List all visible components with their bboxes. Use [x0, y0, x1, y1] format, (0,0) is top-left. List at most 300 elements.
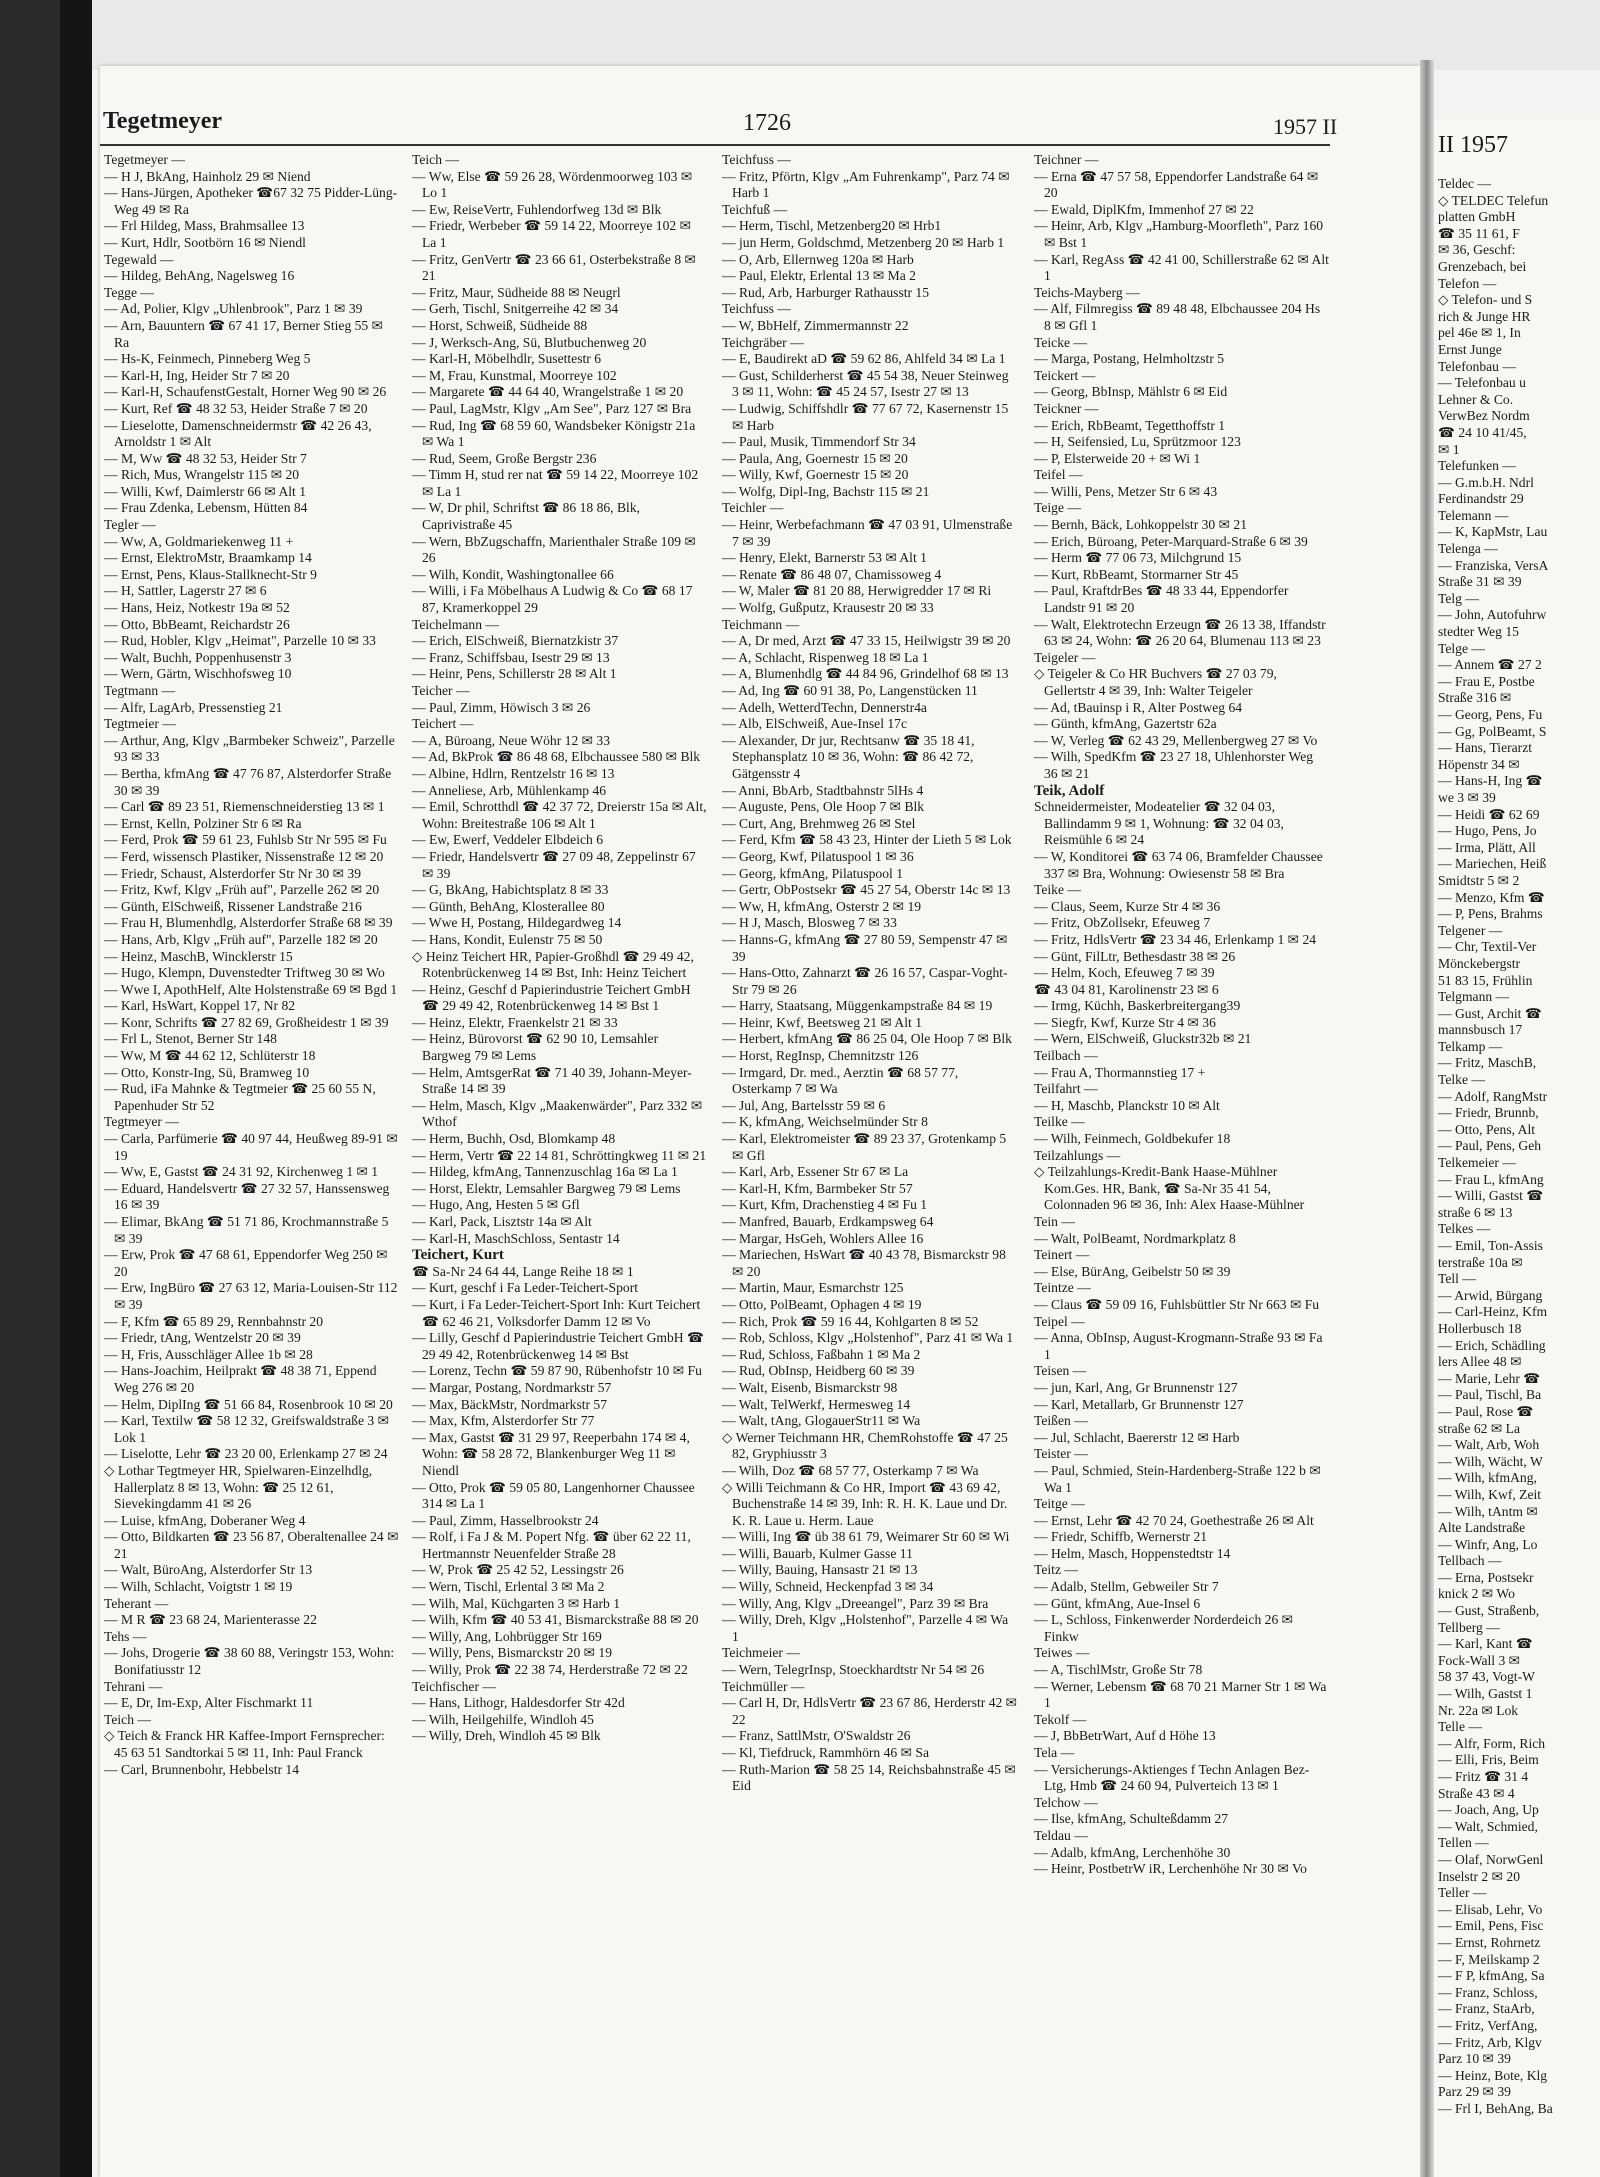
directory-entry: — Kurt, Ref ☎ 48 32 53, Heider Straße 7 ✉ 20 — [104, 400, 368, 416]
directory-entry: Teichgräber — — [722, 334, 804, 350]
directory-entry: — Rud, Ing ☎ 68 59 60, Wandsbeker Königstr 21a ✉ Wa 1 — [412, 417, 696, 450]
directory-entry: — H, Maschb, Planckstr 10 ✉ Alt — [1034, 1097, 1220, 1113]
facing-page-entry: — Walt, Schmied, — [1438, 1818, 1538, 1834]
directory-entry: — M, Ww ☎ 48 32 53, Heider Str 7 — [104, 450, 307, 466]
directory-entry: — Bertha, kfmAng ☎ 47 76 87, Alsterdorfer Straße 30 ✉ 39 — [104, 765, 392, 798]
directory-entry: — Manfred, Bauarb, Erdkampsweg 64 — [722, 1214, 934, 1229]
facing-page-entry: — Wilh, Wächt, W — [1438, 1453, 1543, 1469]
directory-entry: — Wern, ElSchweiß, Gluckstr32b ✉ 21 — [1034, 1031, 1252, 1047]
directory-entry: — Hans, Kondit, Eulenstr 75 ✉ 50 — [412, 931, 603, 947]
facing-page-entry: straße 62 ✉ La — [1438, 1420, 1520, 1436]
directory-entry: — Konr, Schrifts ☎ 27 82 69, Großheidestr 1 ✉ 39 — [104, 1014, 389, 1030]
directory-entry: — jun Herm, Goldschmd, Metzenberg 20 ✉ Harb 1 — [722, 234, 1005, 250]
directory-entry: — Else, BürAng, Geibelstr 50 ✉ 39 — [1034, 1263, 1231, 1279]
directory-column-3 — [722, 152, 1018, 2152]
directory-entry: — Heinr, PostbetrW iR, Lerchenhöhe Nr 30 ✉ Vo — [1034, 1861, 1307, 1877]
directory-entry: — Carl H, Dr, HdlsVertr ☎ 23 67 86, Herderstr 42 ✉ 22 — [722, 1695, 1018, 1727]
directory-entry: — Claus ☎ 59 09 16, Fuhlsbüttler Str Nr 663 ✉ Fu — [1034, 1296, 1320, 1312]
directory-entry: Teldau — — [1034, 1827, 1088, 1843]
directory-entry: — Wilh, Heilgehilfe, Windloh 45 — [412, 1711, 594, 1727]
directory-entry: — P, Elsterweide 20 + ✉ Wi 1 — [1034, 450, 1201, 466]
directory-entry: Teichfischer — — [412, 1678, 496, 1694]
directory-entry: Teichfuss — — [722, 301, 791, 317]
directory-entry: — Martin, Maur, Esmarchstr 125 — [722, 1280, 904, 1296]
directory-entry: Tela — — [1034, 1745, 1075, 1760]
directory-entry: — Hs-K, Feinmech, Pinneberg Weg 5 — [104, 351, 311, 367]
header-keyword: Tegetmeyer — [103, 108, 223, 134]
facing-page-entry: ✉ 36, Geschf: — [1438, 242, 1516, 258]
directory-entry: — Walt, Elektrotechn Erzeugn ☎ 26 13 38, Iffandstr 63 ✉ 24, Wohn: ☎ 26 20 64, Blumenau 113 ✉ 23 — [1034, 616, 1326, 649]
directory-entry: — Ww, M ☎ 44 62 12, Schlüterstr 18 — [104, 1048, 316, 1064]
facing-page-entry: — Willi, Gastst ☎ — [1438, 1188, 1544, 1204]
directory-entry: — Franz, Schiffsbau, Isestr 29 ✉ 13 — [412, 649, 610, 665]
directory-entry: — Carl, Brunnenbohr, Hebbelstr 14 — [104, 1761, 300, 1777]
directory-entry: Teipel — — [1034, 1313, 1085, 1329]
directory-entry: — W, Konditorei ☎ 63 74 06, Bramfelder Chaussee 337 ✉ Bra, Wohnung: Owiesenstr 58 ✉ Bra — [1034, 848, 1323, 881]
directory-entry: — Hans-Joachim, Heilprakt ☎ 48 38 71, Eppend Weg 276 ✉ 20 — [104, 1363, 377, 1395]
facing-page-entry: Telg — — [1438, 590, 1479, 606]
facing-page-entry: — Franz, Schloss, — [1438, 1984, 1538, 2000]
facing-page-entry: — Emil, Pens, Fisc — [1438, 1918, 1544, 1934]
directory-entry: — Auguste, Pens, Ole Hoop 7 ✉ Blk — [722, 799, 925, 815]
facing-page-entry: — Fritz ☎ 31 4 — [1438, 1769, 1529, 1784]
directory-entry: — Ilse, kfmAng, Schulteßdamm 27 — [1034, 1811, 1229, 1827]
facing-page-entry: Telkemeier — — [1438, 1155, 1516, 1171]
directory-entry: Tehrani — — [104, 1678, 163, 1694]
facing-page-entry: ✉ 1 — [1438, 441, 1460, 457]
directory-entry: — Erna ☎ 47 57 58, Eppendorfer Landstraße 64 ✉ 20 — [1034, 168, 1319, 201]
directory-entry: — Paul, Zimm, Hasselbrookstr 24 — [412, 1512, 599, 1528]
directory-entry: — Wilh, Kondit, Washingtonallee 66 — [412, 566, 614, 582]
directory-entry: — J, Werksch-Ang, Sü, Blutbuchenweg 20 — [412, 334, 647, 350]
directory-entry: — Helm, AmtsgerRat ☎ 71 40 39, Johann-Meyer-Straße 14 ✉ 39 — [412, 1064, 692, 1097]
facing-page-entry: mannsbusch 17 — [1438, 1022, 1523, 1038]
directory-entry: — Irmg, Küchh, Baskerbreitergang39 — [1034, 998, 1241, 1014]
directory-entry: — Lorenz, Techn ☎ 59 87 90, Rübenhofstr 10 ✉ Fu — [412, 1363, 702, 1379]
directory-entry: — Fritz, GenVertr ☎ 23 66 61, Osterbekstraße 8 ✉ 21 — [412, 251, 696, 284]
facing-page-entry: — Gust, Archit ☎ — [1438, 1005, 1542, 1021]
directory-entry: — Karl-H, SchaufenstGestalt, Horner Weg 90 ✉ 26 — [104, 384, 387, 400]
facing-page-entry: — F, Meilskamp 2 — [1438, 1951, 1540, 1967]
directory-entry: — jun, Karl, Ang, Gr Brunnenstr 127 — [1034, 1379, 1238, 1395]
directory-entry: — Harry, Staatsang, Müggenkampstraße 84 ✉ 19 — [722, 998, 993, 1014]
directory-entry: — Hildeg, kfmAng, Tannenzuschlag 16a ✉ La 1 — [412, 1164, 678, 1180]
facing-page-entry: — Telefonbau u — [1438, 375, 1526, 391]
directory-entry: — Rud, iFa Mahnke & Tegtmeier ☎ 25 60 55 N, Papenhuder Str 52 — [104, 1081, 376, 1113]
facing-page-entry: 51 83 15, Frühlin — [1438, 972, 1533, 988]
directory-entry: Tekolf — — [1034, 1711, 1087, 1727]
directory-entry: — Willi, Kwf, Daimlerstr 66 ✉ Alt 1 — [104, 483, 307, 499]
directory-entry: — Karl, HsWart, Koppel 17, Nr 82 — [104, 998, 296, 1014]
directory-entry: ☎ 43 04 81, Karolinenstr 23 ✉ 6 — [1034, 981, 1219, 997]
directory-entry: Teichert, Kurt — [412, 1247, 504, 1264]
facing-page-entry: — Paul, Pens, Geh — [1438, 1138, 1542, 1154]
directory-entry: — Adelh, WetterdTechn, Dennerstr4a — [722, 699, 927, 715]
directory-entry: — W, Prok ☎ 25 42 52, Lessingstr 26 — [412, 1562, 624, 1578]
directory-entry: Teherant — — [104, 1595, 169, 1611]
directory-entry: — Ww, Else ☎ 59 26 28, Wördenmoorweg 103 ✉ Lo 1 — [412, 168, 693, 201]
directory-entry: Teichner — — [1034, 152, 1099, 167]
directory-entry: — Wwe I, ApothHelf, Alte Holstenstraße 69 ✉ Bgd 1 — [104, 981, 398, 997]
directory-entry: Teichfuss — — [722, 152, 791, 167]
directory-entry: — Friedr, Schiffb, Wernerstr 21 — [1034, 1529, 1208, 1545]
directory-entry: ◇ Lothar Tegtmeyer HR, Spielwaren-Einzelhdlg, Hallerplatz 8 ✉ 13, Wohn: ☎ 25 12 61, Sievekingdamm 41 ✉ 26 — [104, 1462, 373, 1512]
facing-page-entry: Straße 31 ✉ 39 — [1438, 574, 1522, 590]
facing-page-entry: — Wilh, kfmAng, — [1438, 1470, 1537, 1486]
directory-entry: — Heinr, Kwf, Beetsweg 21 ✉ Alt 1 — [722, 1014, 922, 1030]
directory-entry: Teichs-Mayberg — — [1034, 284, 1140, 300]
facing-page-entry: — Fritz, Arb, Klgv — [1438, 2034, 1542, 2050]
facing-page-entry: — Adolf, RangMstr — [1438, 1088, 1548, 1104]
directory-entry: — Kurt, RbBeamt, Stormarner Str 45 — [1034, 566, 1239, 582]
directory-entry: — Arn, Bauuntern ☎ 67 41 17, Berner Stieg 55 ✉ Ra — [104, 317, 384, 350]
directory-entry: — W, Maler ☎ 81 20 88, Herwigredder 17 ✉ Ri — [722, 583, 992, 599]
directory-entry: Teißen — — [1034, 1413, 1088, 1429]
directory-entry: Teicher — — [412, 683, 470, 698]
directory-entry: — Rolf, i Fa J & M. Popert Nfg. ☎ über 62 22 11, Hertmannstr Neuenfelder Straße 28 — [412, 1529, 691, 1561]
directory-entry: — Walt, TelWerkf, Hermesweg 14 — [722, 1396, 911, 1412]
directory-entry: — A, TischlMstr, Große Str 78 — [1034, 1662, 1203, 1678]
directory-entry: — Hanns-G, kfmAng ☎ 27 80 59, Sempenstr 47 ✉ 39 — [722, 931, 1008, 964]
directory-entry: Teickert — — [1034, 367, 1096, 383]
facing-page-entry: Telke — — [1438, 1072, 1485, 1088]
directory-entry: — Liselotte, Lehr ☎ 23 20 00, Erlenkamp 27 ✉ 24 — [104, 1446, 388, 1462]
facing-page-entry: Telgmann — — [1438, 989, 1510, 1005]
directory-entry: — Margar, Postang, Nordmarkstr 57 — [412, 1379, 612, 1395]
directory-entry: Telchow — — [1034, 1794, 1098, 1810]
directory-entry: Teichert — — [412, 716, 474, 732]
directory-column-4 — [1034, 152, 1330, 2152]
directory-column-1 — [104, 152, 400, 2152]
directory-entry: — Willi, Bauarb, Kulmer Gasse 11 — [722, 1545, 913, 1561]
directory-entry: — Alexander, Dr jur, Rechtsanw ☎ 35 18 41, Stephansplatz 10 ✉ 36, Wohn: ☎ 86 42 72, Gätgensstr 4 — [722, 732, 975, 781]
directory-entry: — Karl-H, Kfm, Barmbeker Str 57 — [722, 1180, 913, 1196]
directory-entry: — Ewald, DiplKfm, Immenhof 27 ✉ 22 — [1034, 201, 1254, 217]
facing-page-entry: — Fritz, MaschB, — [1438, 1055, 1537, 1071]
facing-page-entry: Telefonbau — — [1438, 358, 1516, 374]
directory-entry: — Eduard, Handelsvertr ☎ 27 32 57, Hanssensweg 16 ✉ 39 — [104, 1180, 390, 1213]
facing-page-entry: Telle — — [1438, 1719, 1482, 1735]
facing-page-entry: Höpenstr 34 ✉ — [1438, 756, 1520, 772]
facing-page-entry: — Gg, PolBeamt, S — [1438, 723, 1547, 739]
facing-page-entry: — Gust, Straßenb, — [1438, 1603, 1540, 1619]
directory-entry: ◇ Teich & Franck HR Kaffee-Import Fernsprecher: 45 63 51 Sandtorkai 5 ✉ 11, Inh: Paul Franck — [104, 1728, 385, 1760]
directory-entry: — Wern, BbZugschaffn, Marienthaler Straße 109 ✉ 26 — [412, 533, 696, 566]
directory-entry: — Heinr, Werbefachmann ☎ 47 03 91, Ulmenstraße 7 ✉ 39 — [722, 517, 1013, 549]
directory-entry: — Wilh, Doz ☎ 68 57 77, Osterkamp 7 ✉ Wa — [722, 1462, 979, 1478]
directory-entry: — G, BkAng, Habichtsplatz 8 ✉ 33 — [412, 882, 609, 898]
facing-page-entry: Straße 43 ✉ 4 — [1438, 1785, 1515, 1801]
directory-entry: — M R ☎ 23 68 24, Marienterasse 22 — [104, 1612, 317, 1628]
directory-column-2 — [412, 152, 708, 2152]
directory-entry: Teike — — [1034, 882, 1081, 898]
directory-entry: — Frau Zdenka, Lebensm, Hütten 84 — [104, 500, 308, 516]
directory-entry: — Wern, Tischl, Erlental 3 ✉ Ma 2 — [412, 1579, 605, 1595]
directory-entry: Teigeler — — [1034, 649, 1096, 665]
directory-entry: — Frau H, Blumenhdlg, Alsterdorfer Straße 68 ✉ 39 — [104, 915, 393, 931]
facing-page-entry: — Carl-Heinz, Kfm — [1438, 1304, 1548, 1320]
directory-entry: — Anni, BbArb, Stadtbahnstr 5lHs 4 — [722, 782, 924, 798]
directory-entry: — Curt, Ang, Brehmweg 26 ✉ Stel — [722, 815, 916, 831]
directory-entry: — Elimar, BkAng ☎ 51 71 86, Krochmannstraße 5 ✉ 39 — [104, 1214, 389, 1246]
directory-entry: — Anneliese, Arb, Mühlenkamp 46 — [412, 782, 607, 798]
directory-entry: — Kl, Tiefdruck, Rammhörn 46 ✉ Sa — [722, 1745, 929, 1760]
directory-entry: — Ernst, ElektroMstr, Braamkamp 14 — [104, 550, 312, 566]
directory-entry: — Karl, Elektromeister ☎ 89 23 37, Grotenkamp 5 ✉ Gfl — [722, 1131, 1007, 1163]
directory-entry: — Erw, Prok ☎ 47 68 61, Eppendorfer Weg 250 ✉ 20 — [104, 1247, 388, 1279]
facing-page-entry: — Paul, Rose ☎ — [1438, 1403, 1534, 1419]
directory-entry: — Wolfg, Gußputz, Krausestr 20 ✉ 33 — [722, 600, 934, 616]
facing-page-entry: — Alfr, Form, Rich — [1438, 1735, 1546, 1751]
directory-entry: — Rud, Seem, Große Bergstr 236 — [412, 450, 597, 466]
page-number: 1726 — [743, 110, 791, 136]
directory-entry: — Timm H, stud rer nat ☎ 59 14 22, Moorreye 102 ✉ La 1 — [412, 467, 699, 499]
facing-page-entry: — Annem ☎ 27 2 — [1438, 657, 1542, 673]
directory-entry: ◇ Teigeler & Co HR Buchvers ☎ 27 03 79, Gellertstr 4 ✉ 39, Inh: Walter Teigeler — [1034, 666, 1277, 698]
directory-entry: — Kurt, i Fa Leder-Teichert-Sport Inh: Kurt Teichert ☎ 62 46 21, Volksdorfer Damm 12 ✉ Vo — [412, 1296, 701, 1329]
directory-entry: — Hans, Heiz, Notkestr 19a ✉ 52 — [104, 600, 290, 616]
directory-entry: — Fritz, Pförtn, Klgv „Am Fuhrenkamp", Parz 74 ✉ Harb 1 — [722, 168, 1010, 201]
directory-entry: — A, Dr med, Arzt ☎ 47 33 15, Heilwigstr 39 ✉ 20 — [722, 633, 1011, 649]
directory-entry: — Heinr, Arb, Klgv „Hamburg-Moorfleth", Parz 160 ✉ Bst 1 — [1034, 218, 1324, 250]
facing-page-entry: Telkes — — [1438, 1221, 1491, 1237]
facing-page-entry: — Heinz, Bote, Klg — [1438, 2067, 1548, 2083]
directory-entry: — Wilh, Kfm ☎ 40 53 41, Bismarckstraße 88 ✉ 20 — [412, 1612, 699, 1628]
directory-entry: Teichmeier — — [722, 1645, 800, 1661]
header-rule — [100, 144, 1330, 146]
directory-entry: Teisen — — [1034, 1363, 1087, 1379]
directory-entry: — H, Seifensied, Lu, Sprützmoor 123 — [1034, 434, 1241, 450]
directory-entry: — Heinz, Bürovorst ☎ 62 90 10, Lemsahler Bargweg 79 ✉ Lems — [412, 1031, 659, 1064]
directory-entry: — Kurt, Hdlr, Sootbörn 16 ✉ Niendl — [104, 234, 306, 250]
directory-entry: — Jul, Ang, Bartelsstr 59 ✉ 6 — [722, 1097, 886, 1113]
facing-page-entry: Alte Landstraße — [1438, 1520, 1526, 1536]
directory-entry: — Georg, BbInsp, Mählstr 6 ✉ Eid — [1034, 384, 1228, 400]
directory-entry: Tegtmann — — [104, 683, 176, 698]
directory-entry: — Friedr, Handelsvertr ☎ 27 09 48, Zeppelinstr 67 ✉ 39 — [412, 848, 696, 881]
facing-page-entry: Telkamp — — [1438, 1038, 1503, 1054]
directory-entry: — Willy, Kwf, Goernestr 15 ✉ 20 — [722, 467, 909, 483]
directory-entry: ◇ Teilzahlungs-Kredit-Bank Haase-Mühlner Kom.Ges. HR, Bank, ☎ Sa-Nr 35 41 54, Colonnaden 96 ✉ 36, Inh: Alex Haase-Mühlner — [1034, 1164, 1305, 1213]
facing-page-entry: ◇ Telefon- und S — [1438, 292, 1533, 308]
facing-page-entry: — F P, kfmAng, Sa — [1438, 1968, 1545, 1984]
facing-page-entry: Fock-Wall 3 ✉ — [1438, 1652, 1521, 1668]
directory-entry: — J, BbBetrWart, Auf d Höhe 13 — [1034, 1728, 1216, 1744]
directory-entry: — Friedr, tAng, Wentzelstr 20 ✉ 39 — [104, 1330, 301, 1346]
directory-entry: Tegler — — [104, 517, 156, 533]
directory-entry: — F, Kfm ☎ 65 89 29, Rennbahnstr 20 — [104, 1313, 323, 1329]
directory-entry: — Hans-Otto, Zahnarzt ☎ 26 16 57, Caspar-Voght-Str 79 ✉ 26 — [722, 965, 1008, 997]
facing-page-entry: straße 6 ✉ 13 — [1438, 1204, 1513, 1220]
directory-entry: — Ernst, Pens, Klaus-Stallknecht-Str 9 — [104, 566, 317, 582]
directory-entry: — Alf, Filmregiss ☎ 89 48 48, Elbchaussee 204 Hs 8 ✉ Gfl 1 — [1034, 301, 1321, 333]
directory-entry: — Herm, Buchh, Osd, Blomkamp 48 — [412, 1131, 616, 1147]
directory-entry: — Hans-Jürgen, Apotheker ☎67 32 75 Pidder-Lüng-Weg 49 ✉ Ra — [104, 185, 398, 217]
directory-entry: ◇ Heinz Teichert HR, Papier-Großhdl ☎ 29 49 42, Rotenbrückenweg 14 ✉ Bst, Inh: Heinz Teichert — [412, 948, 694, 981]
facing-page-entry: — Wilh, Kwf, Zeit — [1438, 1486, 1542, 1502]
directory-entry: — Margarete ☎ 44 64 40, Wrangelstraße 1 ✉ 20 — [412, 384, 684, 400]
facing-page-entry: Hollerbusch 18 — [1438, 1320, 1522, 1336]
directory-entry: — Ludwig, Schiffshdlr ☎ 77 67 72, Kasernenstr 15 ✉ Harb — [722, 400, 1009, 433]
facing-page-entry: Tell — — [1438, 1271, 1476, 1287]
directory-entry: — Arthur, Ang, Klgv „Barmbeker Schweiz", Parzelle 93 ✉ 33 — [104, 732, 395, 765]
facing-page-entry: — Walt, Arb, Woh — [1438, 1437, 1540, 1453]
directory-entry: Teichfuß — — [722, 201, 788, 217]
directory-entry: — Rud, Arb, Harburger Rathausstr 15 — [722, 284, 930, 300]
facing-page-entry: — Elisab, Lehr, Vo — [1438, 1901, 1543, 1917]
facing-page-entry: platten GmbH — [1438, 209, 1516, 225]
directory-entry: — Lilly, Geschf d Papierindustrie Teichert GmbH ☎ 29 49 42, Rotenbrückenweg 14 ✉ Bst — [412, 1330, 704, 1362]
directory-entry: Tegge — — [104, 284, 155, 300]
directory-entry: — Ernst, Kelln, Polziner Str 6 ✉ Ra — [104, 815, 302, 831]
scan-background — [92, 0, 1600, 70]
facing-page-entry: — Georg, Pens, Fu — [1438, 707, 1543, 722]
directory-entry: — Ferd, Kfm ☎ 58 43 23, Hinter der Lieth 5 ✉ Lok — [722, 832, 1012, 848]
directory-entry: — Carl ☎ 89 23 51, Riemenschneiderstieg 13 ✉ 1 — [104, 799, 385, 815]
directory-entry: — Emil, Schrotthdl ☎ 42 37 72, Dreierstr 15a ✉ Alt, Wohn: Breitestraße 106 ✉ Alt 1 — [412, 799, 707, 831]
directory-entry: Teichler — — [722, 500, 784, 516]
facing-page-entry: 58 37 43, Vogt-W — [1438, 1669, 1535, 1685]
directory-entry: — Heinz, Elektr, Fraenkelstr 21 ✉ 33 — [412, 1014, 618, 1030]
directory-entry: — Fritz, HdlsVertr ☎ 23 34 46, Erlenkamp 1 ✉ 24 — [1034, 931, 1317, 947]
directory-entry: — Herm, Tischl, Metzenberg20 ✉ Hrb1 — [722, 218, 942, 234]
directory-entry: — Erw, IngBüro ☎ 27 63 12, Maria-Louisen-Str 112 ✉ 39 — [104, 1280, 398, 1312]
directory-entry: — Walt, BüroAng, Alsterdorfer Str 13 — [104, 1562, 313, 1578]
facing-page-entry: ☎ 35 11 61, F — [1438, 225, 1520, 241]
directory-entry: ◇ Willi Teichmann & Co HR, Import ☎ 43 69 42, Buchenstraße 14 ✉ 39, Inh: R. H. K. Laue und Dr. K. R. Laue u. Herm. Laue — [722, 1479, 1008, 1528]
directory-entry: Teitge — — [1034, 1496, 1085, 1512]
directory-entry: — W, Verleg ☎ 62 43 29, Mellenbergweg 27 ✉ Vo — [1034, 732, 1318, 748]
directory-entry: — Adalb, Stellm, Gebweiler Str 7 — [1034, 1579, 1219, 1595]
directory-entry: — Kurt, geschf i Fa Leder-Teichert-Sport — [412, 1280, 639, 1296]
directory-entry: — Heinr, Pens, Schillerstr 28 ✉ Alt 1 — [412, 666, 617, 682]
facing-page-entry: — Irma, Plätt, All — [1438, 839, 1536, 855]
directory-entry: — Georg, kfmAng, Pilatuspool 1 — [722, 865, 903, 881]
directory-entry: — A, Büroang, Neue Wöhr 12 ✉ 33 — [412, 732, 611, 748]
directory-entry: — H J, BkAng, Hainholz 29 ✉ Niend — [104, 168, 311, 184]
directory-entry: — E, Dr, Im-Exp, Alter Fischmarkt 11 — [104, 1695, 314, 1711]
directory-entry: — Rud, Hobler, Klgv „Heimat", Parzelle 10 ✉ 33 — [104, 633, 376, 649]
directory-entry: — Karl-H, MaschSchloss, Sentastr 14 — [412, 1230, 620, 1246]
directory-entry: — Wilh, Mal, Küchgarten 3 ✉ Harb 1 — [412, 1595, 621, 1611]
directory-entry: — Werner, Lebensm ☎ 68 70 21 Marner Str 1 ✉ Wa 1 — [1034, 1678, 1327, 1711]
directory-entry: — Ad, BkProk ☎ 86 48 68, Elbchaussee 580 ✉ Blk — [412, 749, 701, 765]
directory-entry: — Georg, Kwf, Pilatuspool 1 ✉ 36 — [722, 848, 914, 864]
directory-entry: — Frau A, Thormannstieg 17 + — [1034, 1064, 1206, 1080]
facing-page-entry: Tellberg — — [1438, 1619, 1500, 1635]
directory-entry: — Heinz, Geschf d Papierindustrie Teichert GmbH ☎ 29 49 42, Rotenbrückenweg 14 ✉ Bst 1 — [412, 981, 691, 1014]
directory-entry: — Gertr, ObPostsekr ☎ 45 27 54, Oberstr 14c ✉ 13 — [722, 882, 1011, 898]
directory-entry: — Otto, PolBeamt, Ophagen 4 ✉ 19 — [722, 1296, 922, 1312]
directory-entry: Teickner — — [1034, 400, 1099, 416]
directory-entry: — Willy, Dreh, Windloh 45 ✉ Blk — [412, 1728, 601, 1744]
directory-entry: Teintze — — [1034, 1280, 1091, 1296]
facing-page-entry: Ernst Junge — [1438, 341, 1502, 357]
facing-page-entry: Teller — — [1438, 1885, 1487, 1901]
facing-page-entry: — P, Pens, Brahms — [1438, 906, 1543, 922]
directory-entry: — Willy, Prok ☎ 22 38 74, Herderstraße 72 ✉ 22 — [412, 1662, 688, 1678]
directory-entry: Teichmann — — [722, 616, 800, 632]
directory-entry: — Anna, ObInsp, August-Krogmann-Straße 93 ✉ Fa 1 — [1034, 1330, 1323, 1362]
facing-page-entry: Parz 29 ✉ 39 — [1438, 2084, 1511, 2100]
facing-page-entry: Grenzebach, bei — [1438, 258, 1527, 274]
directory-entry: — Luise, kfmAng, Doberaner Weg 4 — [104, 1512, 306, 1528]
book-gutter — [1420, 60, 1434, 2177]
facing-page-entry: Mönckebergstr — [1438, 955, 1521, 971]
directory-entry: — Karl, Metallarb, Gr Brunnenstr 127 — [1034, 1396, 1244, 1412]
facing-page-entry: — Arwid, Bürgang — [1438, 1287, 1543, 1303]
facing-page-entry: Telemann — — [1438, 507, 1509, 523]
directory-entry: — Paul, Zimm, Höwisch 3 ✉ 26 — [412, 699, 591, 715]
directory-entry: — Helm, DiplIng ☎ 51 66 84, Rosenbrook 10 ✉ 20 — [104, 1396, 393, 1412]
directory-entry: — Claus, Seem, Kurze Str 4 ✉ 36 — [1034, 898, 1221, 914]
directory-entry: — Hildeg, BehAng, Nagelsweg 16 — [104, 268, 295, 284]
directory-entry: — Karl, Arb, Essener Str 67 ✉ La — [722, 1164, 909, 1180]
facing-page-entry: — Friedr, Brunnb, — [1438, 1105, 1539, 1121]
directory-entry: — A, Schlacht, Rispenweg 18 ✉ La 1 — [722, 649, 929, 665]
directory-entry: — Ew, Ewerf, Veddeler Elbdeich 6 — [412, 832, 604, 848]
directory-entry: — Otto, BbBeamt, Reichardstr 26 — [104, 616, 290, 632]
directory-entry: — Willi, Pens, Metzer Str 6 ✉ 43 — [1034, 483, 1218, 499]
directory-entry: — W, BbHelf, Zimmermannstr 22 — [722, 317, 909, 333]
directory-entry: — Frl Hildeg, Mass, Brahmsallee 13 — [104, 218, 305, 234]
directory-entry: — Willy, Pens, Bismarckstr 20 ✉ 19 — [412, 1645, 613, 1661]
facing-page-entry: VerwBez Nordm — [1438, 408, 1530, 424]
facing-page-entry: Straße 316 ✉ — [1438, 690, 1512, 706]
directory-entry: — Walt, Eisenb, Bismarckstr 98 — [722, 1379, 898, 1395]
directory-entry: — Horst, RegInsp, Chemnitzstr 126 — [722, 1048, 919, 1064]
directory-entry: — Carla, Parfümerie ☎ 40 97 44, Heußweg 89-91 ✉ 19 — [104, 1131, 398, 1163]
directory-entry: — Willi, i Fa Möbelhaus A Ludwig & Co ☎ 68 17 87, Kramerkoppel 29 — [412, 583, 693, 616]
facing-page-entry: stedter Weg 15 — [1438, 624, 1519, 640]
facing-page-entry: — Paul, Tischl, Ba — [1438, 1387, 1542, 1403]
facing-page-entry: — Wilh, Gastst 1 — [1438, 1686, 1533, 1702]
directory-entry: — Friedr, Schaust, Alsterdorfer Str Nr 30 ✉ 39 — [104, 865, 362, 881]
facing-page-entry: — Ernst, Rohrnetz — [1438, 1934, 1541, 1950]
facing-page-entry: — Frau L, kfmAng — [1438, 1171, 1544, 1187]
directory-entry: — Paul, LagMstr, Klgv „Am See", Parz 127 ✉ Bra — [412, 400, 692, 416]
directory-entry: — Willy, Bauing, Hansastr 21 ✉ 13 — [722, 1562, 918, 1578]
facing-page-entry: — Emil, Ton-Assis — [1438, 1238, 1543, 1253]
directory-entry: — Erich, RbBeamt, Tegetthoffstr 1 — [1034, 417, 1226, 433]
facing-page-entry: — K, KapMstr, Lau — [1438, 524, 1548, 540]
directory-entry: Teicke — — [1034, 334, 1088, 350]
directory-entry: — Ww, E, Gastst ☎ 24 31 92, Kirchenweg 1 ✉ 1 — [104, 1164, 379, 1180]
facing-page-entry: Tellbach — — [1438, 1553, 1502, 1569]
facing-page-entry: — Erna, Postsekr — [1438, 1569, 1534, 1585]
directory-entry: Teilzahlungs — — [1034, 1147, 1121, 1163]
directory-entry: — Otto, Prok ☎ 59 05 80, Langenhorner Chaussee 314 ✉ La 1 — [412, 1479, 695, 1512]
directory-entry: Teige — — [1034, 500, 1081, 516]
directory-entry: — Walt, PolBeamt, Nordmarkplatz 8 — [1034, 1230, 1236, 1246]
directory-entry: — Günt, kfmAng, Aue-Insel 6 — [1034, 1595, 1201, 1611]
directory-entry: — Rich, Mus, Wrangelstr 115 ✉ 20 — [104, 467, 300, 483]
directory-entry: Tegtmeyer — — [104, 1114, 179, 1130]
directory-entry: — Alb, ElSchweiß, Aue-Insel 17c — [722, 716, 907, 732]
header-year: 1957 II — [1273, 114, 1338, 139]
directory-entry: — O, Arb, Ellernweg 120a ✉ Harb — [722, 251, 914, 267]
directory-entry: — Paul, Musik, Timmendorf Str 34 — [722, 434, 916, 450]
directory-entry: — Herm ☎ 77 06 73, Milchgrund 15 — [1034, 550, 1242, 566]
directory-entry: Tehs — — [104, 1628, 147, 1644]
directory-entry: Teich — — [412, 152, 459, 167]
page-header — [103, 108, 1338, 148]
directory-entry: — Günth, kfmAng, Gazertstr 62a — [1034, 716, 1217, 732]
directory-entry: — Mariechen, HsWart ☎ 40 43 78, Bismarckstr 98 ✉ 20 — [722, 1247, 1006, 1279]
directory-entry: Teitz — — [1034, 1562, 1078, 1578]
directory-entry: — Versicherungs-Aktienges f Techn Anlagen Bez-Ltg, Hmb ☎ 24 60 94, Pulverteich 13 ✉ 1 — [1034, 1761, 1310, 1794]
directory-entry: — Margar, HsGeh, Wohlers Allee 16 — [722, 1230, 924, 1246]
